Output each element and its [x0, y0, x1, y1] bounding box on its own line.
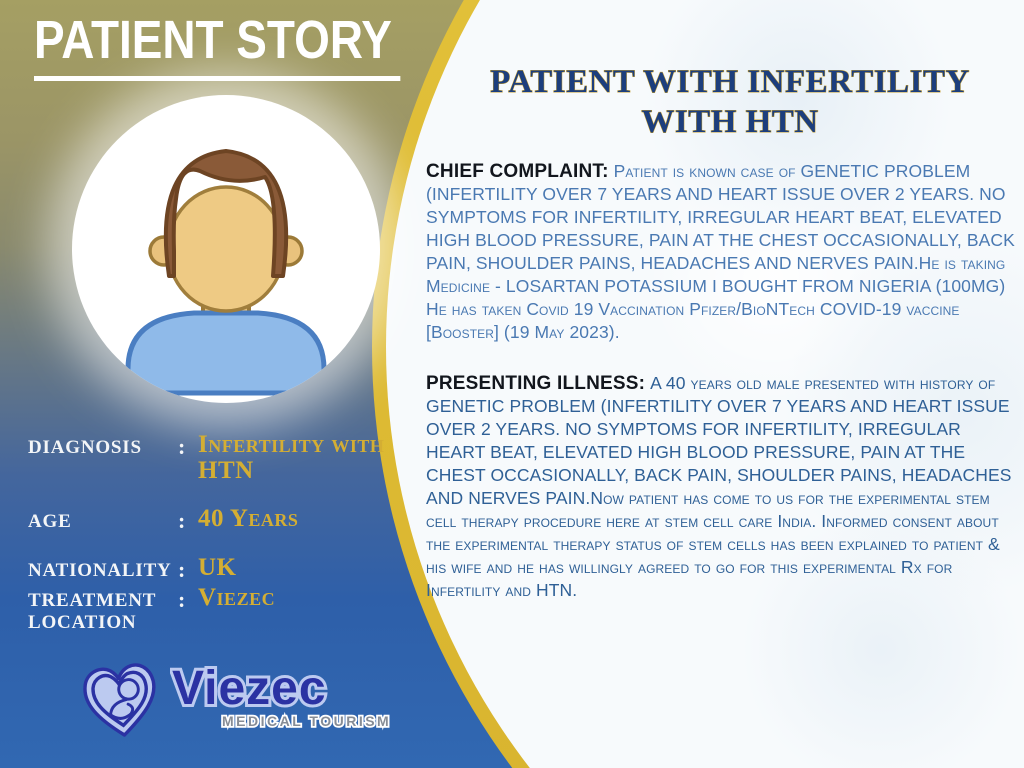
avatar: [72, 95, 380, 403]
field-value: UK: [198, 553, 237, 581]
presenting-illness-label: PRESENTING ILLNESS:: [426, 373, 646, 394]
case-title: [442, 62, 1018, 143]
heart-fetus-icon: [78, 656, 164, 744]
chief-complaint-label: CHIEF COMPLAINT:: [426, 161, 609, 182]
brand-name: Viezec: [172, 662, 327, 715]
field-colon: :: [178, 507, 186, 533]
brand-tagline: MEDICAL TOURISM: [222, 713, 392, 729]
case-title-line1: PATIENT WITH INFERTILITY: [490, 64, 970, 100]
male-patient-avatar-icon: [76, 101, 376, 401]
brand-wordmark: [170, 656, 410, 744]
page-title: PATIENT STORY: [34, 8, 400, 81]
field-treatment-location: [28, 585, 410, 636]
case-title-line2: WITH HTN: [641, 104, 819, 141]
viezec-logo: [78, 656, 410, 744]
patient-info-list: [28, 432, 410, 635]
chief-complaint-section: [426, 160, 1016, 344]
field-value: 40 Years: [198, 504, 299, 532]
field-label: NATIONALITY: [28, 559, 172, 581]
field-nationality: [28, 555, 410, 583]
field-age: [28, 506, 410, 534]
field-label: AGE: [28, 510, 72, 532]
field-colon: :: [178, 434, 186, 459]
field-diagnosis: [28, 432, 410, 485]
field-value: Infertility with HTN: [198, 431, 385, 485]
presenting-illness-section: [426, 372, 1016, 602]
field-label: TREATMENT LOCATION: [28, 589, 156, 634]
field-value: Viezec: [198, 583, 276, 611]
chief-complaint-body: Patient is known case of GENETIC PROBLEM (INFERTILITY OVER 7 YEARS AND HEART ISSUE OVER 2 YEARS. NO SYMPTOMS FOR INFERTILITY, IRREGULAR HEART BEAT, ELEVATED HIGH BLOOD PRESSURE, PAIN AT THE CHEST OCCASIONALLY, BACK PAIN, SHOULDER PAINS, HEADACHES AND NERVES PAIN.He is taking Medicine - LOSARTAN POTASSIUM I BOUGHT FROM NIGERIA (100MG) He has taken Covid 19 Vaccination Pfizer/BioNTech COVID-19 vaccine [Booster] (19 May 2023).: [426, 161, 1015, 342]
field-colon: :: [178, 556, 186, 582]
presenting-illness-body: A 40 years old male presented with history of GENETIC PROBLEM (INFERTILITY OVER 7 YEARS AND HEART ISSUE OVER 2 YEARS. NO SYMPTOMS FOR INFERTILITY, IRREGULAR HEART BEAT, ELEVATED HIGH BLOOD PRESSURE, PAIN AT THE CHEST OCCASIONALLY, BACK PAIN, SHOULDER PAINS, HEADACHES AND NERVES PAIN.Now patient has come to us for the experimental stem cell therapy procedure here at stem cell care India. Informed consent about the experimental therapy status of stem cells has been explained to patient & his wife and he has willingly agreed to go for this experimental Rx for Infertility and HTN.: [426, 373, 1012, 600]
field-colon: :: [178, 586, 186, 612]
field-label: DIAGNOSIS: [28, 437, 142, 458]
